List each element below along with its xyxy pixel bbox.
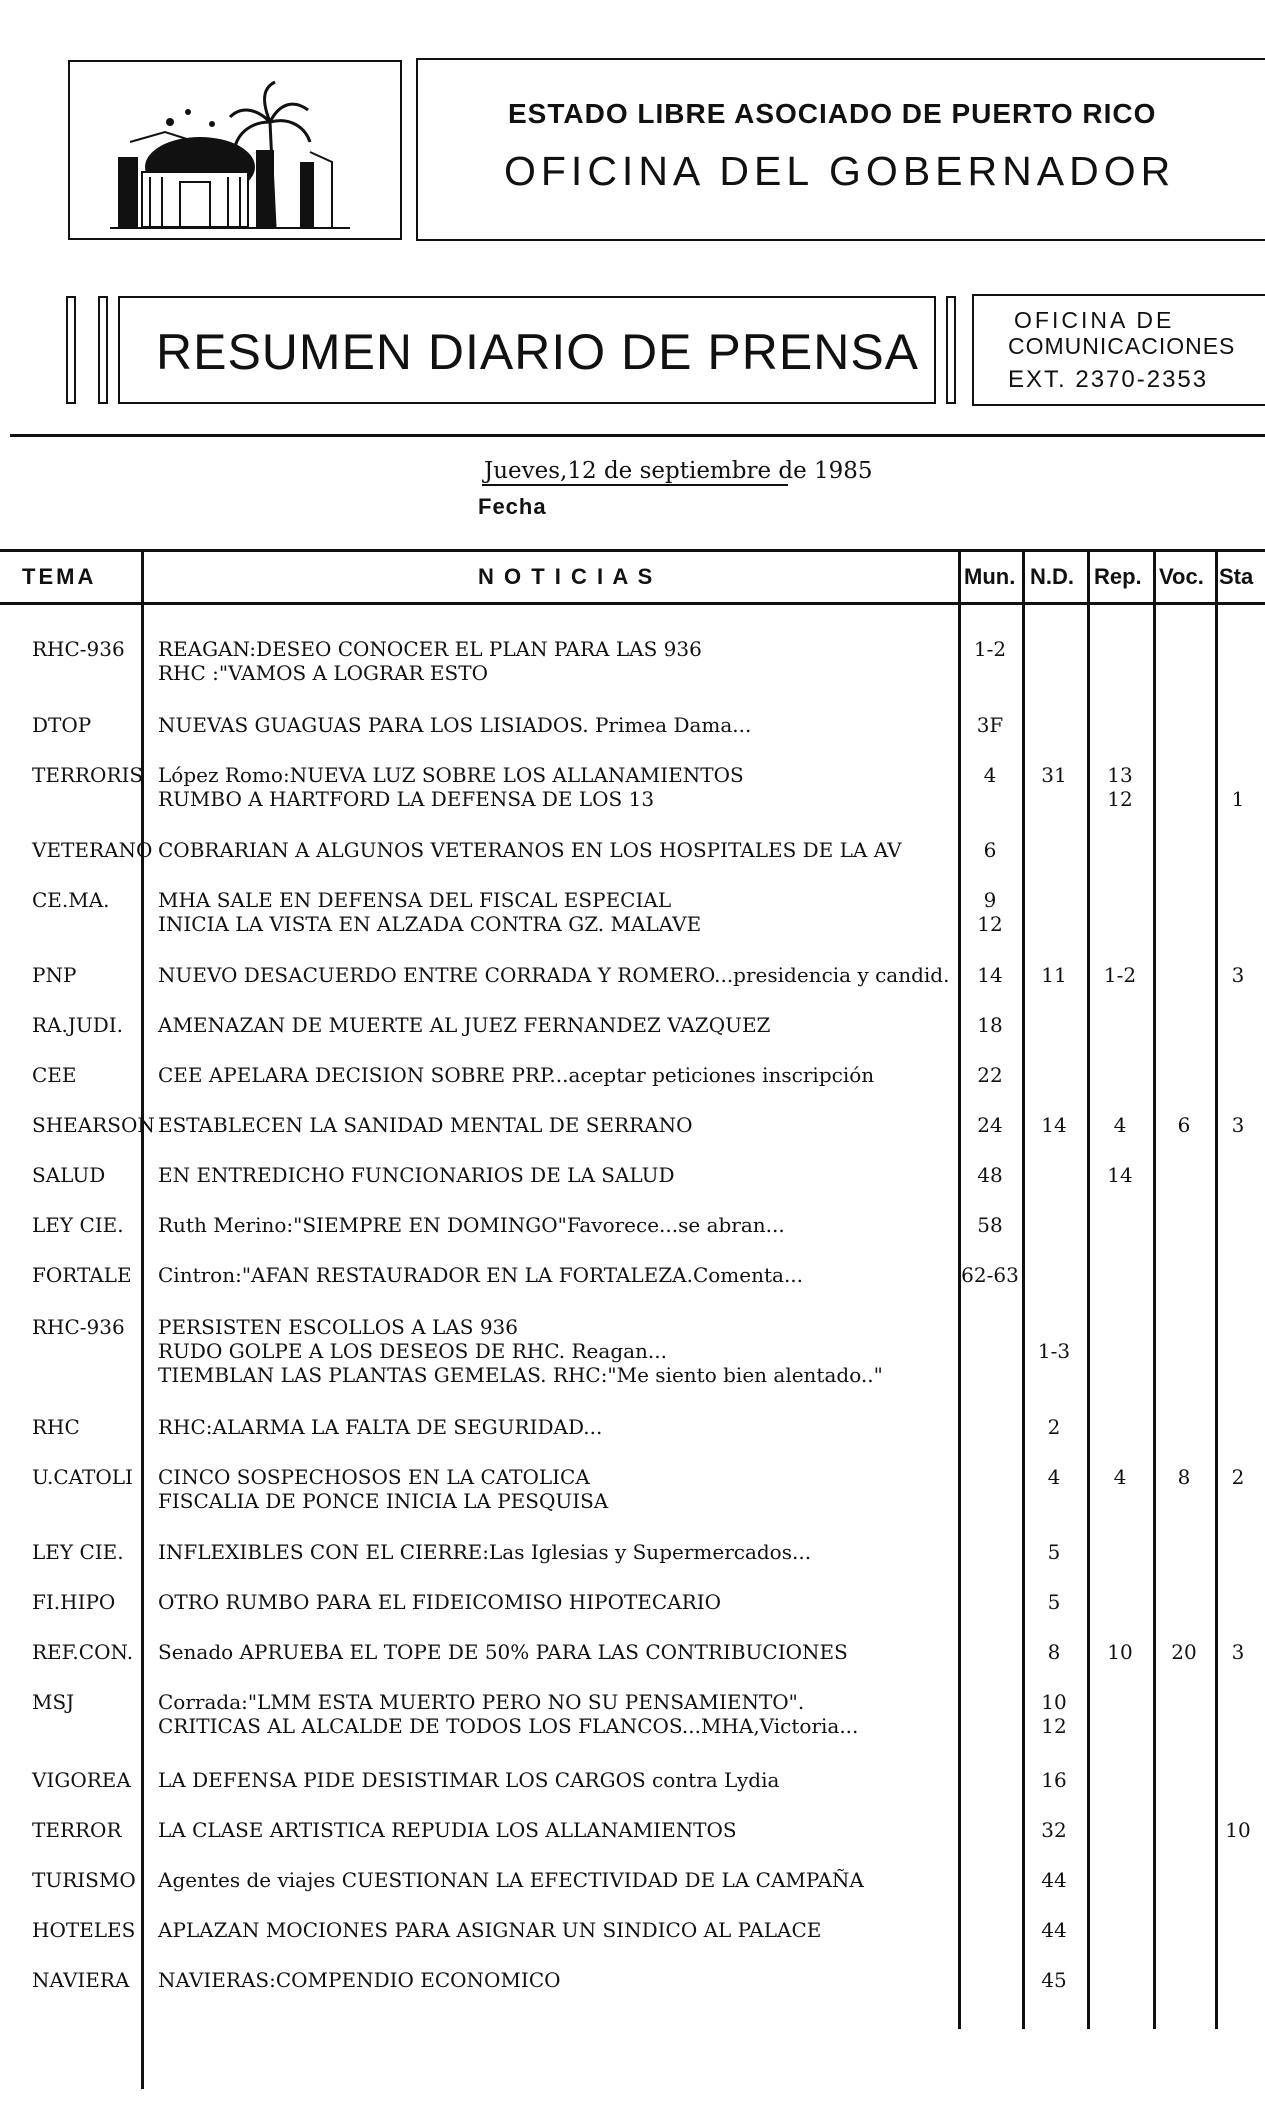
- date-value: Jueves,12 de septiembre de 1985: [484, 458, 873, 484]
- row-page-nd: 45: [1041, 1968, 1067, 1992]
- row-page-rep: 1-2: [1103, 963, 1137, 987]
- row-headline: OTRO RUMBO PARA EL FIDEICOMISO HIPOTECARIO: [158, 1590, 722, 1614]
- row-page-mun: 18: [977, 1013, 1003, 1037]
- row-topic: SHEARSON: [32, 1113, 155, 1137]
- row-topic: CE.MA.: [32, 888, 110, 912]
- row-page-nd: 14: [1041, 1113, 1067, 1137]
- row-page-nd: 8: [1047, 1640, 1061, 1664]
- row-page-nd: 2: [1047, 1415, 1061, 1439]
- row-page-mun: 24: [977, 1113, 1003, 1137]
- row-topic: HOTELES: [32, 1918, 136, 1942]
- row-headline: RUDO GOLPE A LOS DESEOS DE RHC. Reagan...: [158, 1339, 667, 1363]
- row-topic: FI.HIPO: [32, 1590, 116, 1614]
- row-headline: RHC :"VAMOS A LOGRAR ESTO: [158, 661, 488, 685]
- row-headline: LA DEFENSA PIDE DESISTIMAR LOS CARGOS contra Lydia: [158, 1768, 780, 1792]
- table-header-border: [0, 602, 1265, 605]
- row-headline: ESTABLECEN LA SANIDAD MENTAL DE SERRANO: [158, 1113, 693, 1137]
- row-headline: López Romo:NUEVA LUZ SOBRE LOS ALLANAMIENTOS: [158, 763, 744, 787]
- row-topic: NAVIERA: [32, 1968, 130, 1992]
- row-page-nd: 1-3: [1037, 1339, 1071, 1363]
- date-label: Fecha: [478, 494, 547, 519]
- row-headline: COBRARIAN A ALGUNOS VETERANOS EN LOS HOSPITALES DE LA AV: [158, 838, 902, 862]
- header-mun: Mun.: [964, 564, 1016, 589]
- table-top-border: [0, 549, 1265, 552]
- comm-office-line-1: OFICINA DE: [1014, 307, 1175, 333]
- state-name: ESTADO LIBRE ASOCIADO DE PUERTO RICO: [508, 98, 1157, 129]
- row-topic: VETERANO: [32, 838, 153, 862]
- row-headline: MHA SALE EN DEFENSA DEL FISCAL ESPECIAL: [158, 888, 672, 912]
- row-page-nd: 44: [1041, 1918, 1067, 1942]
- row-headline: RUMBO A HARTFORD LA DEFENSA DE LOS 13: [158, 787, 655, 811]
- row-page-star: 3: [1231, 1113, 1245, 1137]
- governor-office-seal: [68, 60, 402, 240]
- row-headline: INICIA LA VISTA EN ALZADA CONTRA GZ. MALAVE: [158, 912, 702, 936]
- row-page-nd: 12: [1041, 1714, 1067, 1738]
- row-page-voc: 6: [1177, 1113, 1191, 1137]
- header-star: Sta: [1219, 564, 1254, 589]
- row-page-nd: 44: [1041, 1868, 1067, 1892]
- row-page-mun: 9: [983, 888, 997, 912]
- date-underline: [482, 484, 788, 486]
- header-tema: TEMA: [22, 564, 97, 589]
- header-rep: Rep.: [1094, 564, 1142, 589]
- row-page-mun: 6: [983, 838, 997, 862]
- row-page-rep: 10: [1107, 1640, 1133, 1664]
- row-page-mun: 3F: [976, 713, 1004, 737]
- header-divider: [10, 434, 1265, 437]
- row-headline: CEE APELARA DECISION SOBRE PRP...aceptar peticiones inscripción: [158, 1063, 875, 1087]
- row-page-mun: 14: [977, 963, 1003, 987]
- row-page-mun: 1-2: [973, 637, 1007, 661]
- row-page-mun: 58: [977, 1213, 1003, 1237]
- header-voc: Voc.: [1159, 564, 1204, 589]
- palace-illustration: [70, 62, 400, 238]
- row-headline: APLAZAN MOCIONES PARA ASIGNAR UN SINDICO AL PALACE: [158, 1918, 822, 1942]
- row-page-nd: 4: [1047, 1465, 1061, 1489]
- row-headline: Agentes de viajes CUESTIONAN LA EFECTIVIDAD DE LA CAMPAÑA: [158, 1868, 864, 1892]
- row-topic: TURISMO: [32, 1868, 136, 1892]
- row-page-mun: 12: [977, 912, 1003, 936]
- row-page-star: 10: [1225, 1818, 1251, 1842]
- row-topic: TERROR: [32, 1818, 122, 1842]
- row-page-rep: 13: [1107, 763, 1133, 787]
- row-page-star: 3: [1231, 1640, 1245, 1664]
- row-page-voc: 8: [1177, 1465, 1191, 1489]
- row-page-nd: 32: [1041, 1818, 1067, 1842]
- row-topic: REF.CON.: [32, 1640, 134, 1664]
- row-headline: CRITICAS AL ALCALDE DE TODOS LOS FLANCOS...MHA,Victoria...: [158, 1714, 859, 1738]
- row-headline: CINCO SOSPECHOSOS EN LA CATOLICA: [158, 1465, 590, 1489]
- row-page-nd: 5: [1047, 1590, 1061, 1614]
- row-headline: NAVIERAS:COMPENDIO ECONOMICO: [158, 1968, 561, 1992]
- row-topic: RHC: [32, 1415, 80, 1439]
- row-topic: CEE: [32, 1063, 77, 1087]
- row-page-mun: 4: [983, 763, 997, 787]
- row-page-nd: 16: [1041, 1768, 1067, 1792]
- row-topic: RHC-936: [32, 637, 125, 661]
- row-headline: INFLEXIBLES CON EL CIERRE:Las Iglesias y Supermercados...: [158, 1540, 812, 1564]
- row-headline: Ruth Merino:"SIEMPRE EN DOMINGO"Favorece...se abran...: [158, 1213, 785, 1237]
- row-topic: VIGOREA: [32, 1768, 131, 1792]
- row-page-star: 1: [1231, 787, 1245, 811]
- row-page-mun: 22: [977, 1063, 1003, 1087]
- decorative-bar: [66, 296, 76, 404]
- row-topic: FORTALE: [32, 1263, 132, 1287]
- row-headline: AMENAZAN DE MUERTE AL JUEZ FERNANDEZ VAZQUEZ: [158, 1013, 771, 1037]
- row-page-star: 3: [1231, 963, 1245, 987]
- row-page-nd: 31: [1041, 763, 1067, 787]
- row-headline: EN ENTREDICHO FUNCIONARIOS DE LA SALUD: [158, 1163, 675, 1187]
- row-topic: RHC-936: [32, 1315, 125, 1339]
- row-headline: Senado APRUEBA EL TOPE DE 50% PARA LAS CONTRIBUCIONES: [158, 1640, 848, 1664]
- row-topic: PNP: [32, 963, 77, 987]
- row-topic: LEY CIE.: [32, 1213, 124, 1237]
- decorative-bar: [98, 296, 108, 404]
- phone-extension: EXT. 2370-2353: [1008, 366, 1209, 393]
- header-nd: N.D.: [1030, 564, 1074, 589]
- row-headline: FISCALIA DE PONCE INICIA LA PESQUISA: [158, 1489, 609, 1513]
- row-headline: NUEVO DESACUERDO ENTRE CORRADA Y ROMERO...presidencia y candid.: [158, 963, 950, 987]
- document-title: RESUMEN DIARIO DE PRENSA: [156, 324, 920, 380]
- row-headline: LA CLASE ARTISTICA REPUDIA LOS ALLANAMIENTOS: [158, 1818, 737, 1842]
- row-page-rep: 4: [1113, 1465, 1127, 1489]
- row-page-nd: 5: [1047, 1540, 1061, 1564]
- row-page-rep: 4: [1113, 1113, 1127, 1137]
- row-page-nd: 11: [1041, 963, 1067, 987]
- row-page-rep: 14: [1107, 1163, 1133, 1187]
- row-headline: PERSISTEN ESCOLLOS A LAS 936: [158, 1315, 518, 1339]
- row-page-star: 2: [1231, 1465, 1245, 1489]
- row-headline: REAGAN:DESEO CONOCER EL PLAN PARA LAS 936: [158, 637, 702, 661]
- row-topic: TERRORIS: [32, 763, 144, 787]
- comm-office-line-2: COMUNICACIONES: [1008, 333, 1236, 359]
- row-page-mun: 48: [977, 1163, 1003, 1187]
- row-headline: Cintron:"AFAN RESTAURADOR EN LA FORTALEZA.Comenta...: [158, 1263, 804, 1287]
- row-topic: LEY CIE.: [32, 1540, 124, 1564]
- office-name: OFICINA DEL GOBERNADOR: [504, 148, 1176, 194]
- decorative-bar: [946, 296, 956, 404]
- header-noticias: N O T I C I A S: [478, 564, 655, 589]
- row-page-nd: 10: [1041, 1690, 1067, 1714]
- row-topic: U.CATOLI: [32, 1465, 133, 1489]
- row-headline: NUEVAS GUAGUAS PARA LOS LISIADOS. Primea Dama...: [158, 713, 752, 737]
- row-topic: DTOP: [32, 713, 92, 737]
- row-headline: RHC:ALARMA LA FALTA DE SEGURIDAD...: [158, 1415, 603, 1439]
- row-page-voc: 20: [1171, 1640, 1197, 1664]
- column-divider-voc: [1215, 549, 1218, 2029]
- row-topic: RA.JUDI.: [32, 1013, 124, 1037]
- row-page-rep: 12: [1107, 787, 1133, 811]
- row-topic: SALUD: [32, 1163, 106, 1187]
- row-topic: MSJ: [32, 1690, 75, 1714]
- row-headline: Corrada:"LMM ESTA MUERTO PERO NO SU PENSAMIENTO".: [158, 1690, 805, 1714]
- row-headline: TIEMBLAN LAS PLANTAS GEMELAS. RHC:"Me siento bien alentado..": [158, 1363, 883, 1387]
- row-page-mun: 62-63: [961, 1263, 1019, 1287]
